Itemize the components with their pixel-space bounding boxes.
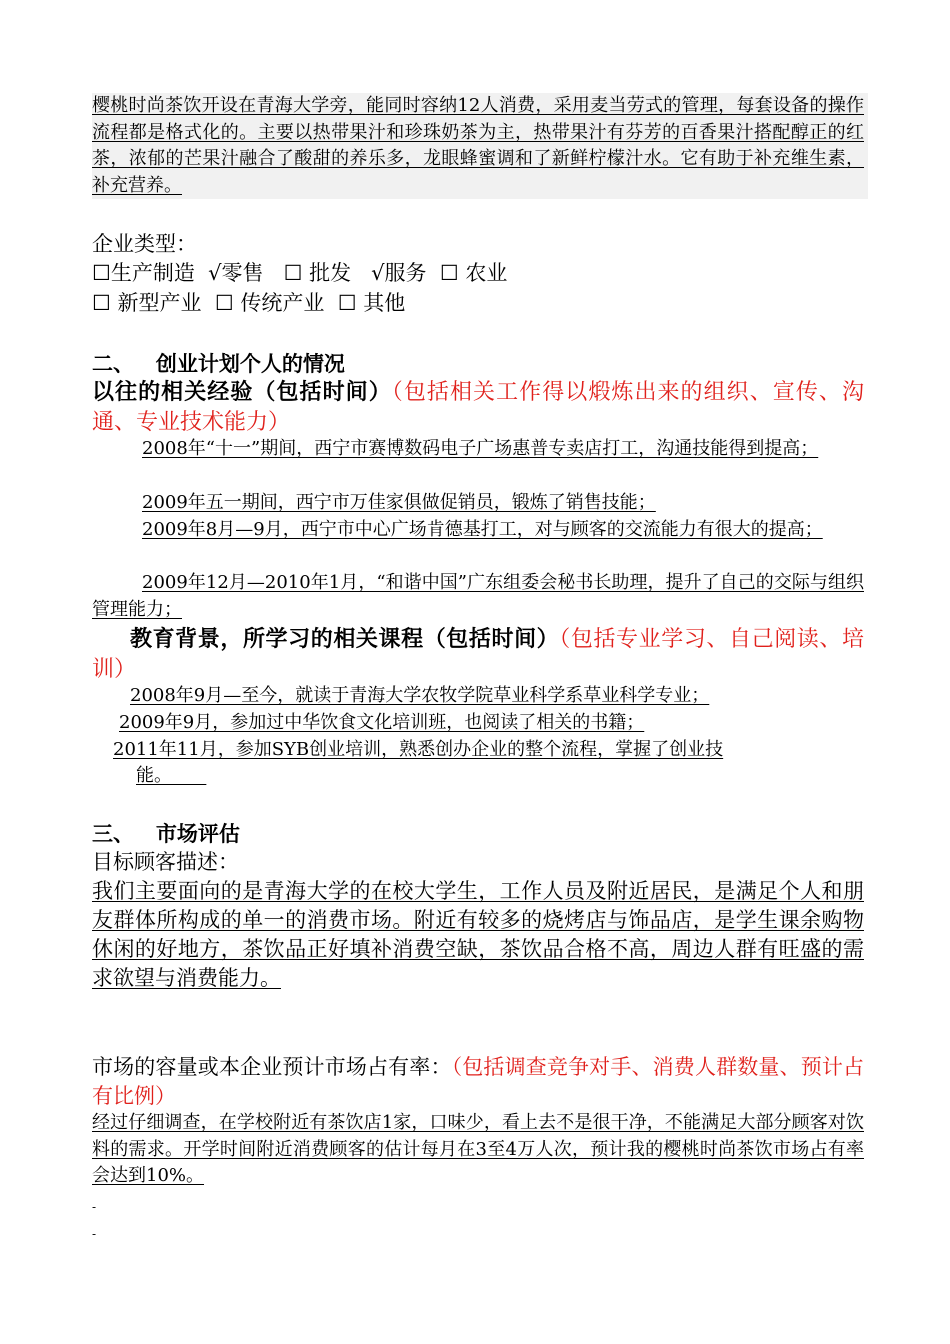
target-customer-label: 目标顾客描述： [92, 850, 239, 874]
experience-heading [92, 377, 864, 438]
market-share-text: 经过仔细调查，在学校附近有茶饮店1家，口味少，看上去不是很干净，不能满足大部分顾客对饮料的需求。开学时间附近消费顾客的估计每月在3至4万人次，预计我的樱桃时尚茶饮市场占有率会达到10%。 [92, 1112, 864, 1186]
footer-mark-2: - [92, 1227, 97, 1241]
enterprise-type-row-1: ☐生产制造 √零售 ☐ 批发 √服务 ☐ 农业 [92, 261, 508, 285]
education-item-2: 2009年9月，参加过中华饮食文化培训班，也阅读了相关的书籍； [119, 712, 645, 733]
section-3-heading: 三、 市场评估 [92, 821, 240, 846]
market-share-heading [92, 1053, 864, 1111]
market-share-note: （包括调查竞争对手、消费人群数量、预计占有比例） [92, 1055, 865, 1108]
section-2-heading: 二、 创业计划个人的情况 [92, 351, 345, 376]
enterprise-type-row-2: ☐ 新型产业 ☐ 传统产业 ☐ 其他 [92, 291, 406, 315]
education-item-1: 2008年9月—至今，就读于青海大学农牧学院草业科学系草业科学专业； [130, 685, 710, 706]
experience-item-2: 2009年五一期间，西宁市万佳家俱做促销员，锻炼了销售技能； [142, 492, 656, 513]
education-item-3: 2011年11月，参加SYB创业培训，熟悉创办企业的整个流程，掌握了创业技 [113, 739, 724, 760]
footer-mark-1: - [92, 1200, 97, 1214]
experience-item-3: 2009年8月—9月，西宁市中心广场肯德基打工，对与顾客的交流能力有很大的提高； [142, 519, 823, 540]
market-share-label: 市场的容量或本企业预计市场占有率： [92, 1055, 452, 1079]
intro-paragraph: 樱桃时尚茶饮开设在青海大学旁，能同时容纳12人消费，采用麦当劳式的管理，每套设备的操作流程都是格式化的。主要以热带果汁和珍珠奶茶为主，热带果汁有芬芳的百香果汁搭配醇正的红茶，浓郁的芒果汁融合了酸甜的养乐多，龙眼蜂蜜调和了新鲜柠檬汁水。它有助于补充维生素，补充营养。 [92, 93, 868, 199]
target-customer-text: 我们主要面向的是青海大学的在校大学生，工作人员及附近居民，是满足个人和朋友群体所构成的单一的消费市场。附近有较多的烧烤店与饰品店，是学生课余购物休闲的好地方，茶饮品正好填补消费空缺，茶饮品合格不高，周边人群有旺盛的需求欲望与消费能力。 [92, 879, 864, 990]
education-heading [92, 624, 864, 685]
education-item-4: 能。 [136, 765, 172, 786]
experience-note: （包括相关工作得以煅炼出来的组织、宣传、沟通、专业技术能力） [92, 380, 864, 435]
education-title: 教育背景，所学习的相关课程（包括时间） [130, 626, 560, 652]
experience-title: 以往的相关经验（包括时间） [92, 379, 392, 405]
enterprise-type-label: 企业类型： [92, 232, 197, 256]
experience-item-4: 2009年12月—2010年1月，“和谐中国”广东组委会秘书长助理，提升了自己的交际与组织管理能力； [92, 572, 864, 620]
experience-item-1: 2008年“十一”期间，西宁市赛博数码电子广场惠普专卖店打工，沟通技能得到提高； [142, 438, 819, 459]
education-note: （包括专业学习、自己阅读、培训） [92, 627, 864, 682]
